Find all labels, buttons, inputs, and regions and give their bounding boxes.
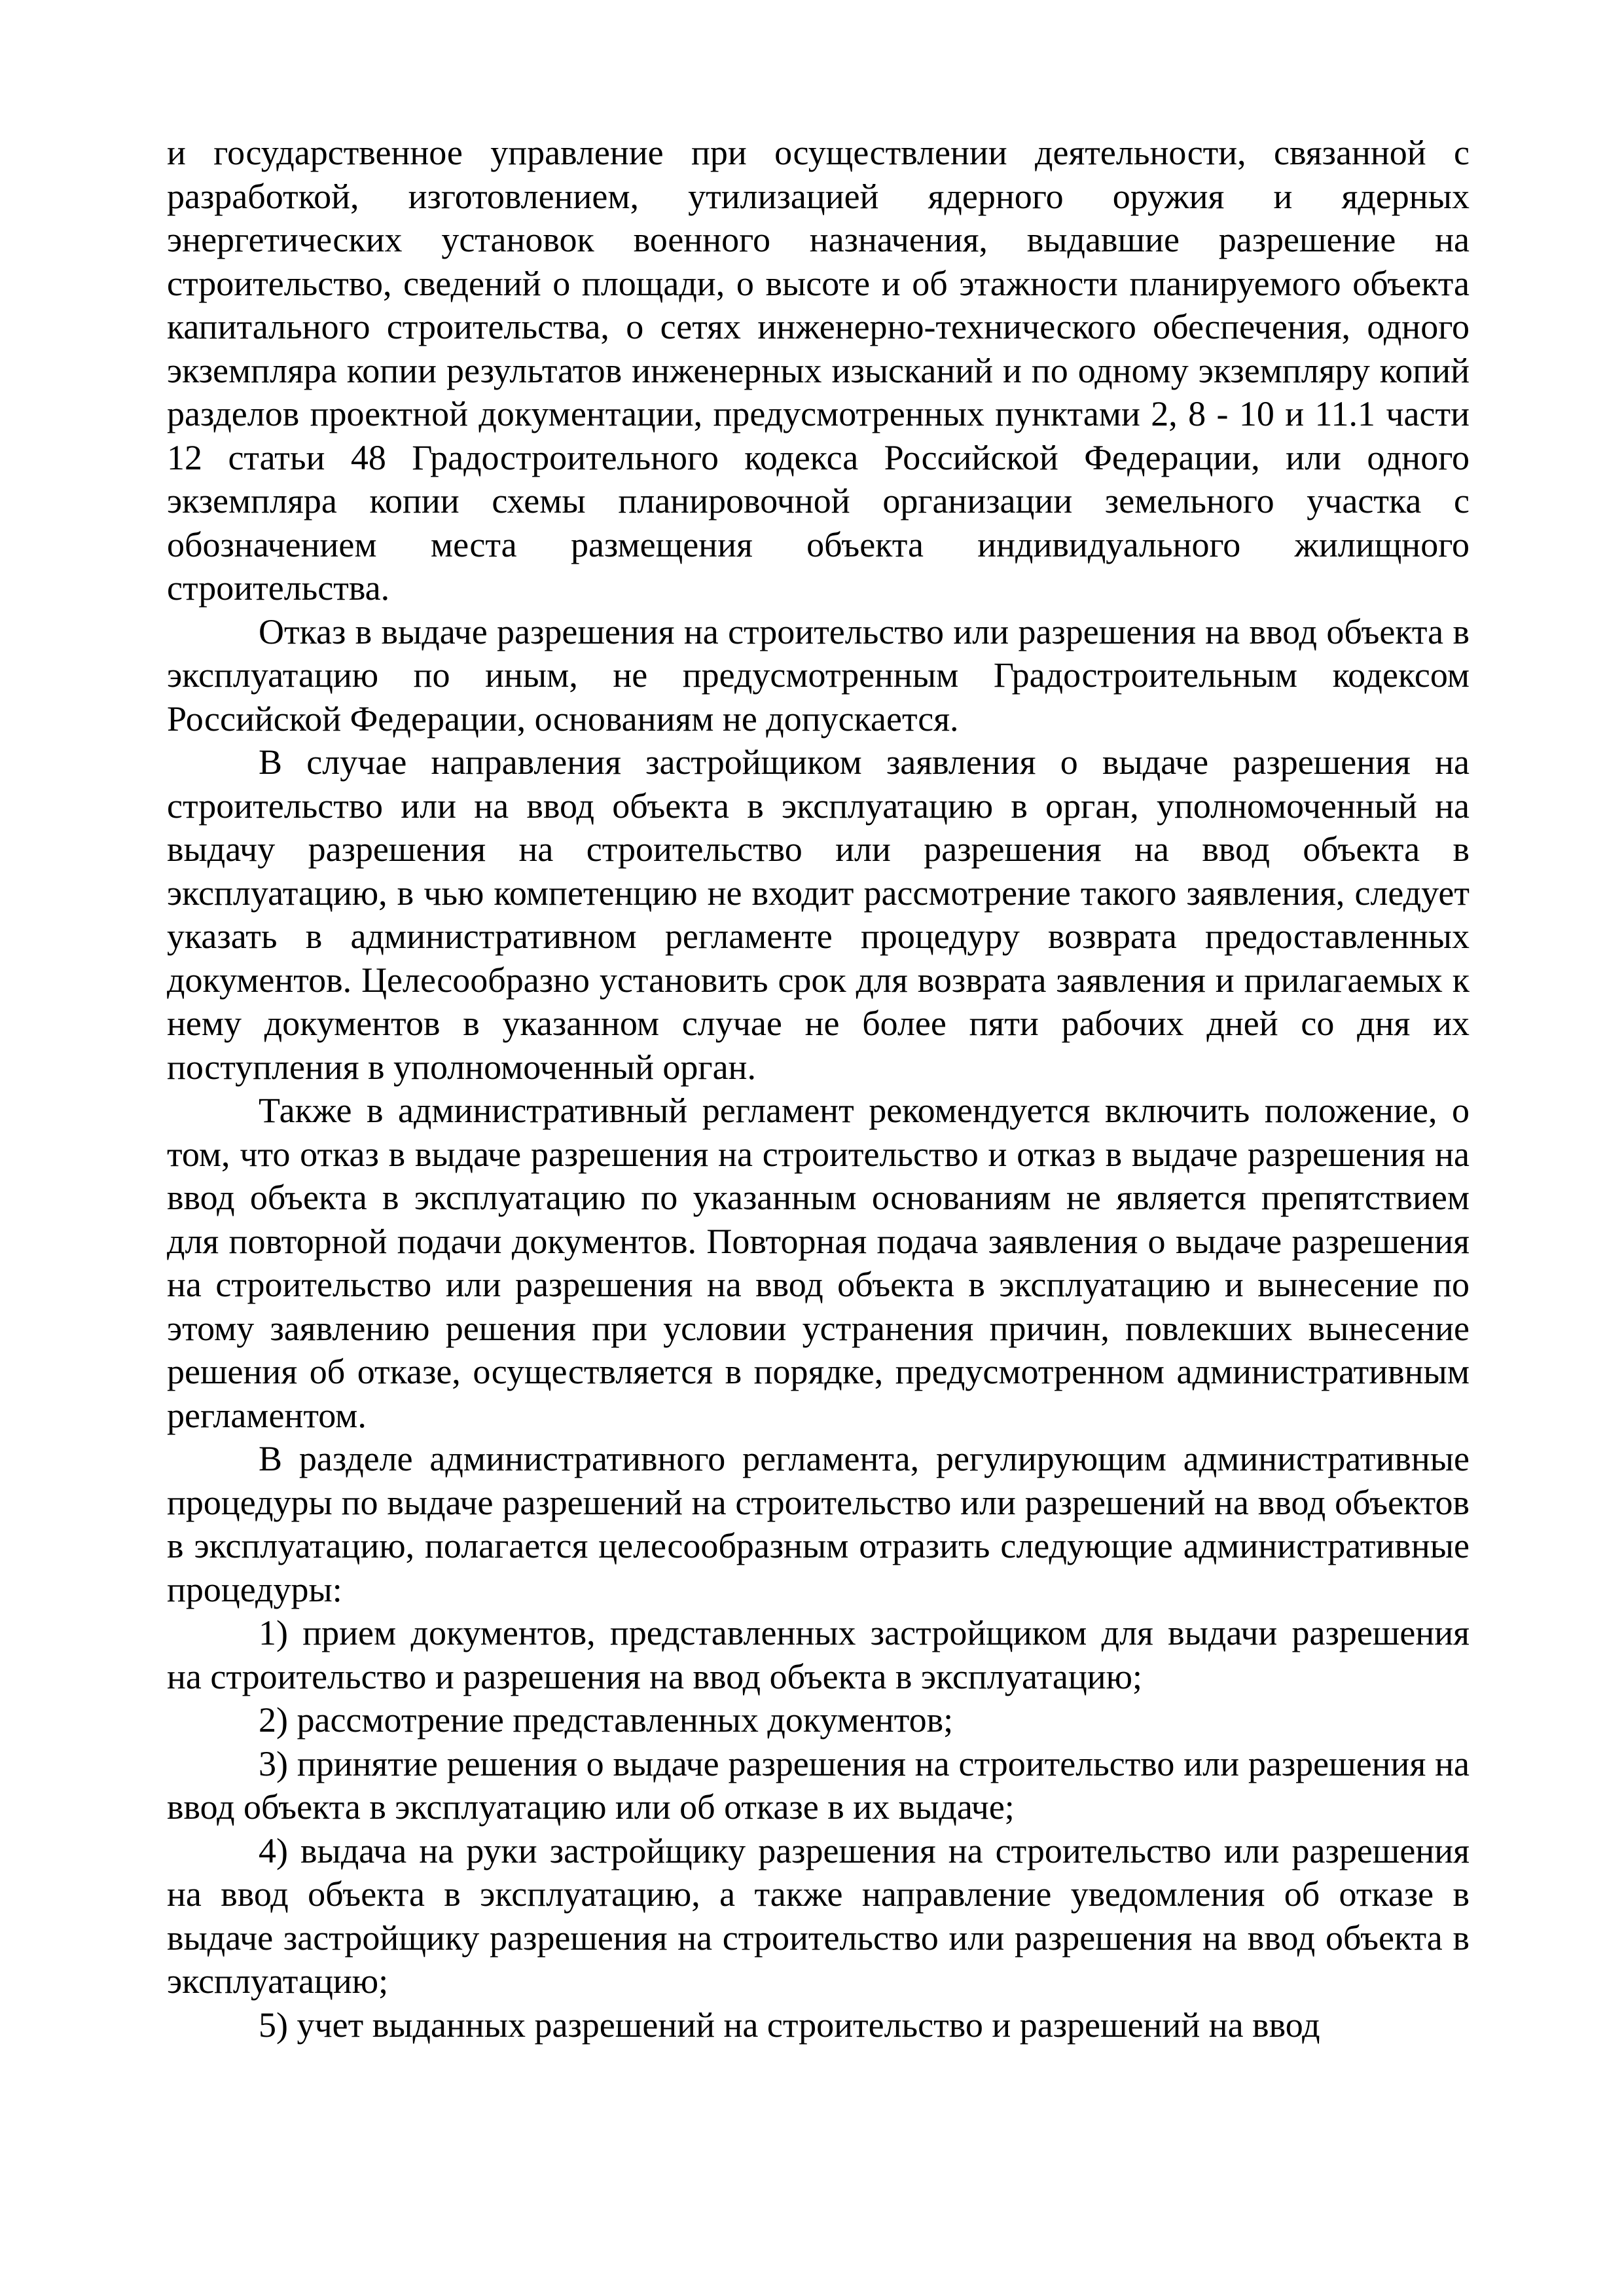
list-item-4: 4) выдача на руки застройщику разрешения на строительство или разрешения на ввод объекта в эксплуатацию, а также направление уведомления об отказе в выдаче застройщику разрешения на строительство или разрешения на ввод объекта в эксплуатацию; [167, 1831, 1470, 2001]
paragraph-procedures-intro: В разделе административного регламента, регулирующим административные процедуры по выдаче разрешений на строительство или разрешений на ввод объектов в эксплуатацию, полагается целесообразным отразить следующие административные процедуры: [167, 1439, 1470, 1609]
paragraph-continuation: и государственное управление при осуществлении деятельности, связанной с разработкой, изготовлением, утилизацией ядерного оружия и ядерных энергетических установок военного назначения, выдавшие разрешение на строительство, сведений о площади, о высоте и об этажности планируемого объекта капитального строительства, о сетях инженерно-технического обеспечения, одного экземпляра копии результатов инженерных изысканий и по одному экземпляру копий разделов проектной документации, предусмотренных пунктами 2, 8 - 10 и 11.1 части 12 статьи 48 Градостроительного кодекса Российской Федерации, или одного экземпляра копии схемы планировочной организации земельного участка с обозначением места размещения объекта индивидуального жилищного строительства. [167, 133, 1470, 608]
paragraph-refusal-grounds: Отказ в выдаче разрешения на строительство или разрешения на ввод объекта в эксплуатацию по иным, не предусмотренным Градостроительным кодексом Российской Федерации, основаниям не допускается. [167, 611, 1470, 738]
list-item-5: 5) учет выданных разрешений на строительство и разрешений на ввод [259, 2005, 1320, 2045]
list-item-3: 3) принятие решения о выдаче разрешения на строительство или разрешения на ввод объекта в эксплуатацию или об отказе в их выдаче; [167, 1743, 1470, 1827]
paragraph-repeat-submission: Также в административный регламент рекомендуется включить положение, о том, что отказ в выдаче разрешения на строительство и отказ в выдаче разрешения на ввод объекта в эксплуатацию по указанным основаниям не является препятствием для повторной подачи документов. Повторная подача заявления о выдаче разрешения на строительство или разрешения на ввод объекта в эксплуатацию и вынесение по этому заявлению решения при условии устранения причин, повлекших вынесение решения об отказе, осуществляется в порядке, предусмотренном административным регламентом. [167, 1091, 1470, 1435]
document-page [167, 131, 1470, 2047]
paragraph-return-procedure: В случае направления застройщиком заявления о выдаче разрешения на строительство или на ввод объекта в эксплуатацию в орган, уполномоченный на выдачу разрешения на строительство или разрешения на ввод объекта в эксплуатацию, в чью компетенцию не входит рассмотрение такого заявления, следует указать в административном регламенте процедуру возврата предоставленных документов. Целесообразно установить срок для возврата заявления и прилагаемых к нему документов в указанном случае не более пяти рабочих дней со дня их поступления в уполномоченный орган. [167, 742, 1470, 1087]
list-item-2: 2) рассмотрение представленных документов; [259, 1700, 954, 1740]
list-item-1: 1) прием документов, представленных застройщиком для выдачи разрешения на строительство и разрешения на ввод объекта в эксплуатацию; [167, 1613, 1470, 1696]
